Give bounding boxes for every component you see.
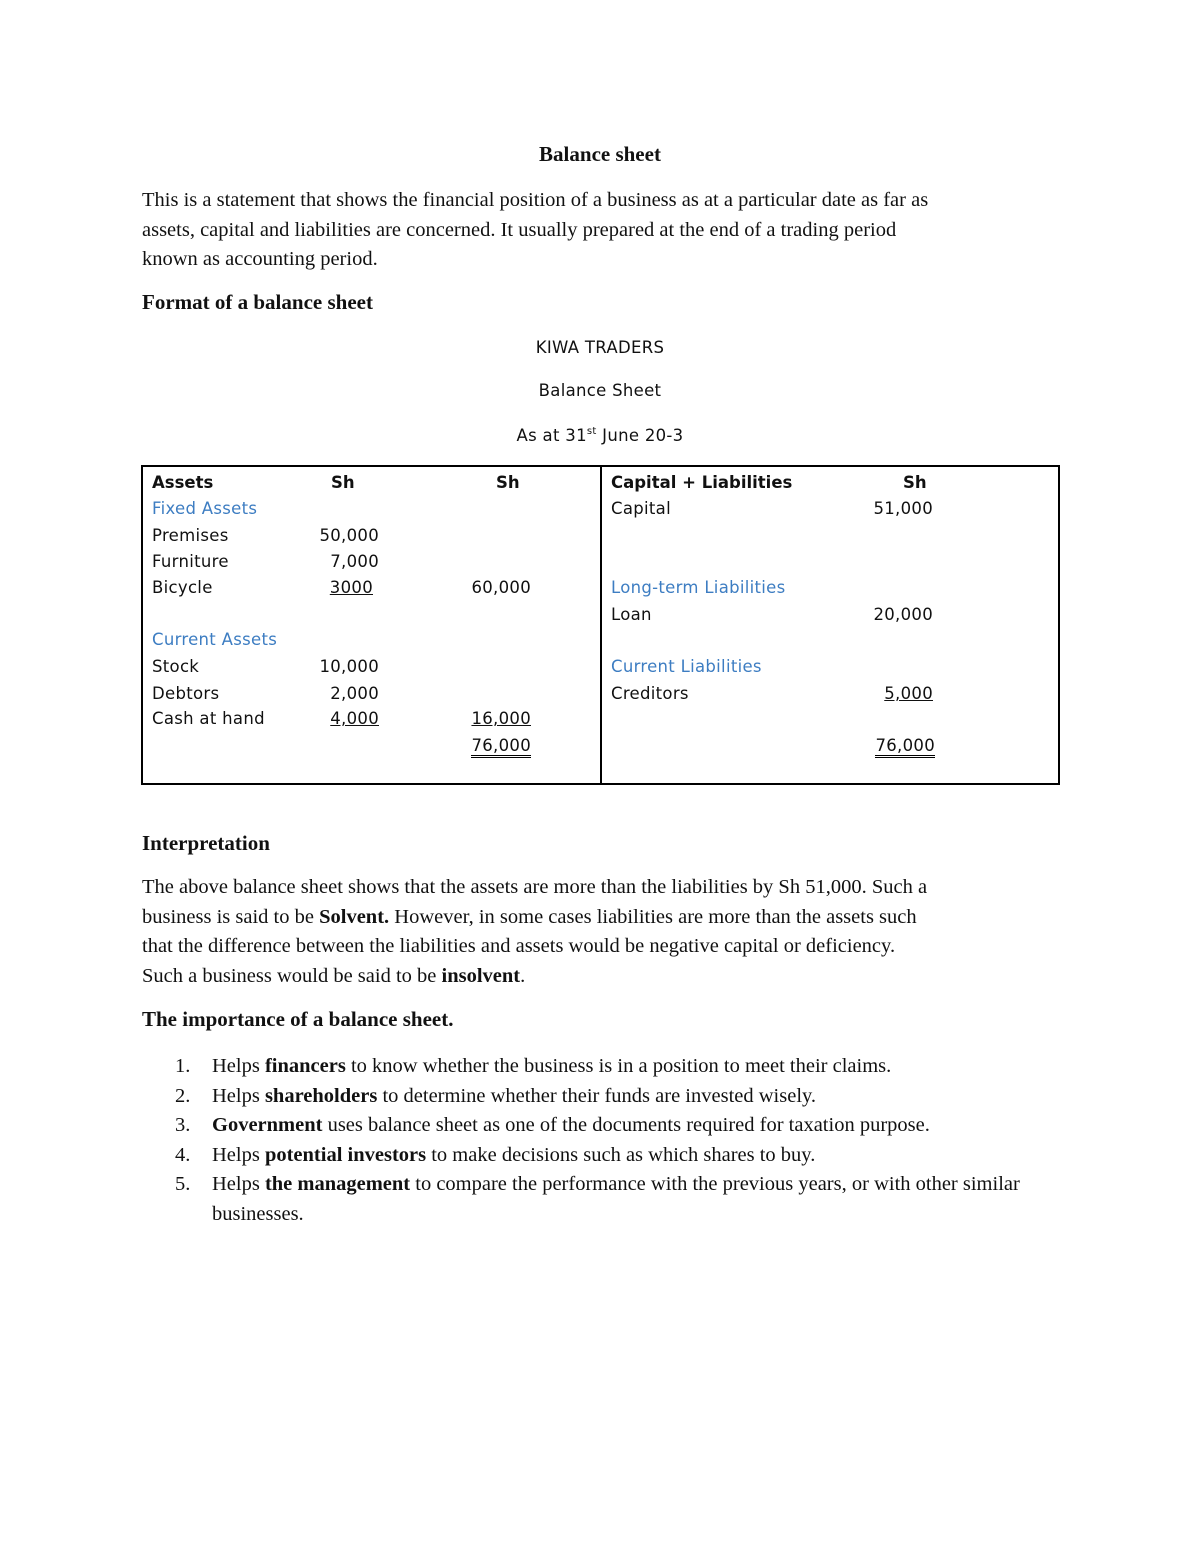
bold-term: financers bbox=[264, 1055, 346, 1077]
bold-term-insolvent: insolvent bbox=[441, 964, 521, 987]
list-item bbox=[142, 1052, 1062, 1082]
premises-label: Premises bbox=[152, 526, 229, 545]
debtors-value: 2,000 bbox=[330, 684, 379, 703]
bold-term: Government bbox=[212, 1114, 323, 1136]
intro-line: known as accounting period. bbox=[142, 248, 378, 270]
header-sh-1: Sh bbox=[331, 473, 355, 492]
cash-label: Cash at hand bbox=[152, 709, 265, 728]
list-item bbox=[142, 1111, 1062, 1141]
statement-name: Balance Sheet bbox=[538, 381, 662, 400]
list-number: 2. bbox=[175, 1084, 191, 1107]
intro-line: assets, capital and liabilities are concerned. It usually prepared at the end of a trading period bbox=[142, 218, 897, 241]
statement-date bbox=[0, 426, 1200, 445]
text-run: Such a business would be said to be bbox=[142, 964, 442, 987]
intro-paragraph bbox=[142, 186, 1062, 275]
interpretation-line: that the difference between the liabilities and assets would be negative capital or deficiency. bbox=[142, 935, 896, 957]
list-number: 1. bbox=[175, 1055, 191, 1077]
bold-term: potential investors bbox=[264, 1143, 427, 1166]
interpretation-line bbox=[142, 962, 1062, 992]
list-number: 4. bbox=[175, 1143, 191, 1166]
furniture-label: Furniture bbox=[152, 552, 229, 571]
table-divider bbox=[600, 467, 602, 783]
date-prefix: As at 31 bbox=[516, 426, 587, 445]
page-title: Balance sheet bbox=[539, 142, 661, 166]
capital-label: Capital bbox=[611, 499, 671, 518]
text-run: Helps bbox=[212, 1084, 265, 1107]
current-liabilities-label: Current Liabilities bbox=[611, 657, 762, 676]
text-run: Helps bbox=[212, 1173, 265, 1195]
text-run: to compare the performance with the previous years, or with other similar businesses. bbox=[212, 1173, 1020, 1225]
importance-heading: The importance of a balance sheet. bbox=[142, 1007, 454, 1031]
long-term-liabilities-label: Long-term Liabilities bbox=[611, 578, 786, 597]
company-name: KIWA TRADERS bbox=[535, 338, 665, 357]
list-number: 5. bbox=[175, 1173, 191, 1195]
list-item bbox=[142, 1082, 1062, 1112]
header-capital-liabilities: Capital + Liabilities bbox=[611, 473, 793, 492]
text-run: to determine whether their funds are invested wisely. bbox=[377, 1084, 817, 1107]
importance-list bbox=[142, 1052, 1062, 1229]
bold-term-solvent: Solvent. bbox=[319, 905, 390, 928]
stock-label: Stock bbox=[152, 657, 200, 676]
text-run: . bbox=[520, 964, 526, 987]
interpretation-paragraph bbox=[142, 873, 1062, 991]
loan-label: Loan bbox=[611, 605, 652, 624]
debtors-label: Debtors bbox=[152, 684, 220, 703]
date-suffix: June 20-3 bbox=[596, 426, 684, 445]
text-run: to know whether the business is in a position to meet their claims. bbox=[345, 1055, 892, 1077]
bold-term: shareholders bbox=[264, 1084, 378, 1107]
header-assets: Assets bbox=[152, 473, 214, 492]
bicycle-label: Bicycle bbox=[152, 578, 213, 597]
fixed-assets-label: Fixed Assets bbox=[152, 499, 258, 518]
text-run: business is said to be bbox=[142, 905, 320, 928]
balance-sheet-table bbox=[141, 465, 1060, 785]
list-number: 3. bbox=[175, 1114, 191, 1136]
creditors-value: 5,000 bbox=[884, 684, 933, 703]
text-run: However, in some cases liabilities are more than the assets such bbox=[389, 905, 917, 928]
interpretation-heading: Interpretation bbox=[142, 831, 270, 855]
header-sh-3: Sh bbox=[903, 473, 927, 492]
intro-line: This is a statement that shows the financial position of a business as at a particular date as far as bbox=[142, 189, 929, 211]
header-sh-2: Sh bbox=[496, 473, 520, 492]
text-run: to make decisions such as which shares to buy. bbox=[426, 1143, 816, 1166]
premises-value: 50,000 bbox=[319, 526, 379, 545]
cash-value: 4,000 bbox=[330, 709, 379, 728]
date-superscript: st bbox=[586, 426, 597, 437]
creditors-label: Creditors bbox=[611, 684, 689, 703]
text-run: Helps bbox=[212, 1143, 265, 1166]
loan-value: 20,000 bbox=[873, 605, 933, 624]
liabilities-grand-total: 76,000 bbox=[875, 736, 935, 758]
bicycle-value: 3000 bbox=[329, 578, 373, 597]
bold-term: the management bbox=[264, 1173, 411, 1195]
list-item bbox=[142, 1141, 1062, 1171]
assets-grand-total: 76,000 bbox=[471, 736, 531, 758]
fixed-assets-total: 60,000 bbox=[471, 578, 531, 597]
format-heading: Format of a balance sheet bbox=[142, 290, 373, 314]
text-run: uses balance sheet as one of the documents required for taxation purpose. bbox=[322, 1114, 930, 1136]
current-assets-label: Current Assets bbox=[152, 630, 278, 649]
current-assets-total: 16,000 bbox=[471, 709, 531, 728]
list-item bbox=[142, 1170, 1062, 1229]
stock-value: 10,000 bbox=[319, 657, 379, 676]
text-run: Helps bbox=[212, 1055, 265, 1077]
interpretation-line bbox=[142, 903, 1062, 933]
capital-value: 51,000 bbox=[873, 499, 933, 518]
interpretation-line: The above balance sheet shows that the assets are more than the liabilities by Sh 51,000. Such a bbox=[142, 876, 928, 898]
furniture-value: 7,000 bbox=[330, 552, 379, 571]
